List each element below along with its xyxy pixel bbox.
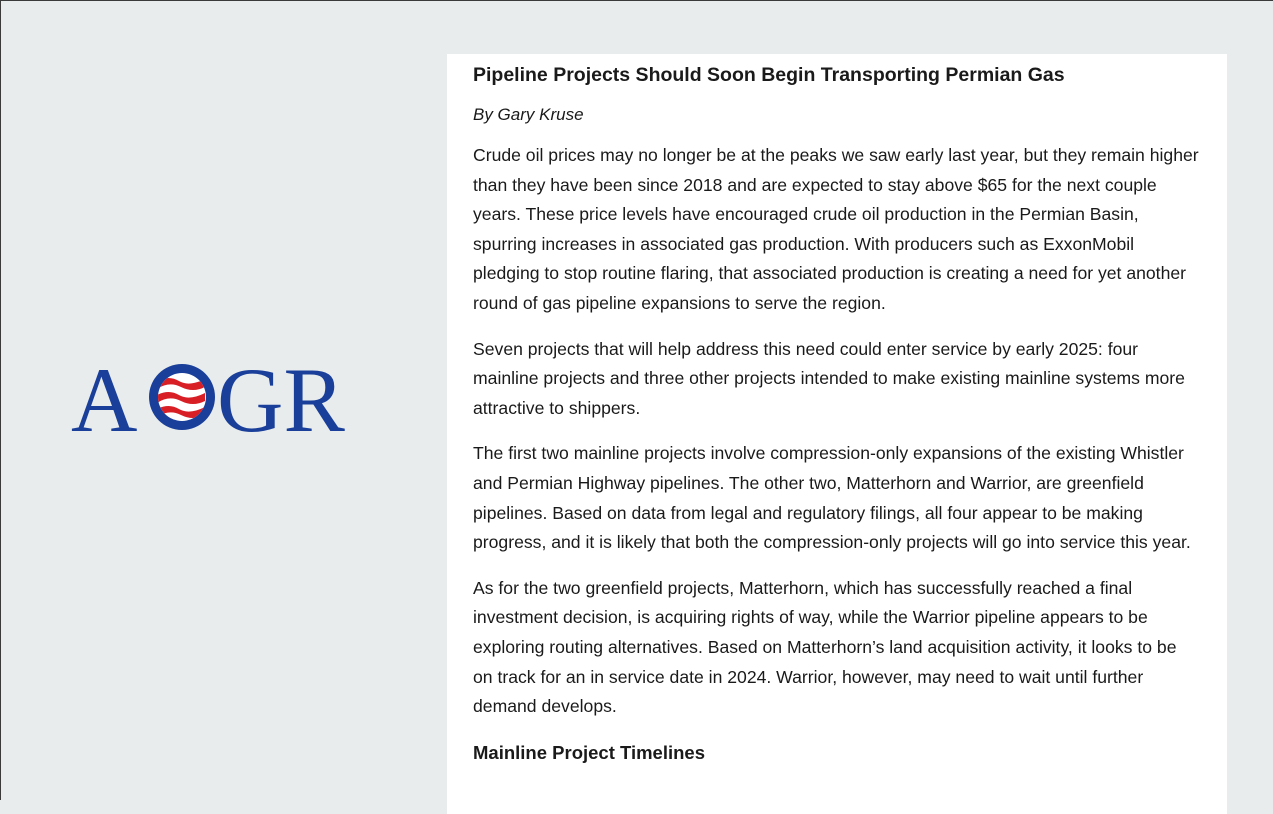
logo-letters-gr: GR [217,353,345,439]
article-paragraph-3: The first two mainline projects involve compression-only expansions of the existing Whistler and Permian Highway pipelines. The other two, Matterhorn and Warrior, are greenfield pipelines. Based on data from legal and regulatory filings, all four appear to be making progress, and it is likely that both the compression-only projects will go into service this year. [473,443,1191,553]
article-paragraph-4: As for the two greenfield projects, Matterhorn, which has successfully reached a final investment decision, is acquiring rights of way, while the Warrior pipeline appears to be exploring routing alternatives. Based on Matterhorn’s land acquisition activity, it looks to be on track for an in service date in 2024. Warrior, however, may need to wait until further demand develops. [473,577,1177,717]
article-card [447,54,1227,814]
aogr-logo [71,353,373,439]
article-title: Pipeline Projects Should Soon Begin Transporting Permian Gas [473,64,1065,86]
article-byline: By Gary Kruse [473,105,584,124]
logo-globe-stripes [157,378,205,418]
logo-letter-a: A [71,353,138,439]
article-subheading: Mainline Project Timelines [473,741,706,763]
article-paragraph-2: Seven projects that will help address this need could enter service by early 2025: four mainline projects and three other projects intended to make existing mainline systems more attractive to shippers. [473,338,1185,418]
article-paragraph-1: Crude oil prices may no longer be at the peaks we saw early last year, but they remain higher than they have been since 2018 and are expected to stay above $65 for the next couple years. These price levels have encouraged crude oil production in the Permian Basin, spurring increases in associated gas production. With producers such as ExxonMobil pledging to stop routine flaring, that associated production is creating a need for yet another round of gas pipeline expansions to serve the region. [473,145,1199,313]
